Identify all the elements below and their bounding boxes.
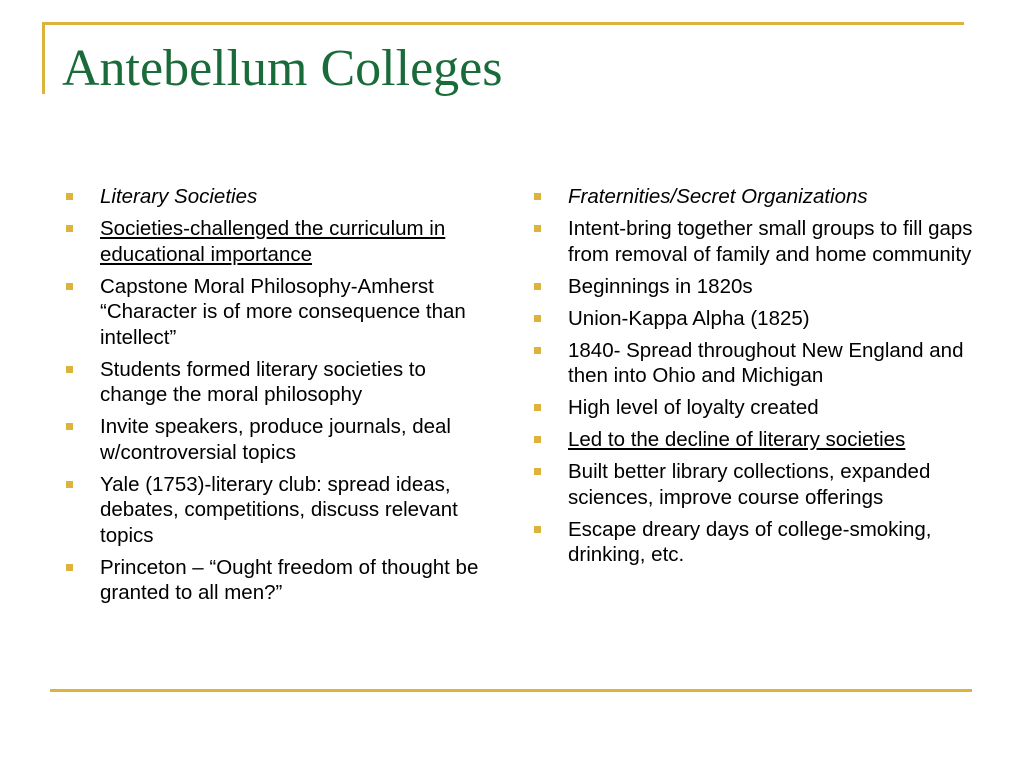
bullet-text: Built better library collections, expanded sciences, improve course offerings	[568, 460, 931, 509]
bullet-item	[66, 184, 496, 210]
bullet-item	[534, 306, 974, 332]
square-bullet-icon	[66, 564, 73, 571]
bullet-text: Literary Societies	[100, 185, 258, 208]
square-bullet-icon	[66, 423, 73, 430]
bullet-item	[534, 459, 974, 510]
square-bullet-icon	[534, 315, 541, 322]
bullet-item	[66, 414, 496, 465]
bullet-item	[534, 274, 974, 300]
square-bullet-icon	[534, 193, 541, 200]
square-bullet-icon	[534, 404, 541, 411]
square-bullet-icon	[534, 436, 541, 443]
square-bullet-icon	[534, 225, 541, 232]
bullet-item	[66, 555, 496, 606]
bullet-text: Societies-challenged the curriculum in educational importance	[100, 217, 446, 266]
frame-left-rule	[42, 22, 45, 94]
bullet-item	[534, 517, 974, 568]
bullet-item	[534, 184, 974, 210]
bullet-item	[66, 357, 496, 408]
bullet-item	[66, 274, 496, 351]
right-bullet-list	[534, 184, 974, 574]
bullet-text: Students formed literary societies to change the moral philosophy	[100, 357, 426, 406]
bullet-item	[66, 216, 496, 267]
bullet-text: Capstone Moral Philosophy-Amherst “Character is of more consequence than intellect”	[100, 274, 466, 349]
bullet-item	[534, 338, 974, 389]
bullet-text: Led to the decline of literary societies	[568, 428, 906, 451]
bullet-text: Intent-bring together small groups to fill gaps from removal of family and home community	[568, 217, 973, 266]
frame-bottom-rule	[50, 689, 972, 692]
bullet-item	[534, 427, 974, 453]
square-bullet-icon	[534, 526, 541, 533]
bullet-text: High level of loyalty created	[568, 396, 819, 419]
bullet-text: Princeton – “Ought freedom of thought be granted to all men?”	[100, 555, 479, 604]
slide-title: Antebellum Colleges	[62, 40, 503, 97]
square-bullet-icon	[534, 468, 541, 475]
square-bullet-icon	[66, 225, 73, 232]
square-bullet-icon	[66, 193, 73, 200]
bullet-text: Fraternities/Secret Organizations	[568, 185, 868, 208]
square-bullet-icon	[534, 347, 541, 354]
bullet-item	[534, 395, 974, 421]
left-bullet-list	[66, 184, 496, 612]
square-bullet-icon	[534, 283, 541, 290]
bullet-text: Escape dreary days of college-smoking, drinking, etc.	[568, 517, 932, 566]
square-bullet-icon	[66, 283, 73, 290]
bullet-text: Union-Kappa Alpha (1825)	[568, 306, 810, 330]
bullet-text: Yale (1753)-literary club: spread ideas, debates, competitions, discuss relevant topics	[100, 472, 458, 547]
frame-top-rule	[42, 22, 964, 25]
bullet-item	[66, 472, 496, 549]
bullet-text: Beginnings in 1820s	[568, 274, 753, 298]
square-bullet-icon	[66, 366, 73, 373]
bullet-text: Invite speakers, produce journals, deal w/controversial topics	[100, 415, 451, 464]
square-bullet-icon	[66, 481, 73, 488]
bullet-text: 1840- Spread throughout New England and then into Ohio and Michigan	[568, 338, 964, 387]
bullet-item	[534, 216, 974, 267]
